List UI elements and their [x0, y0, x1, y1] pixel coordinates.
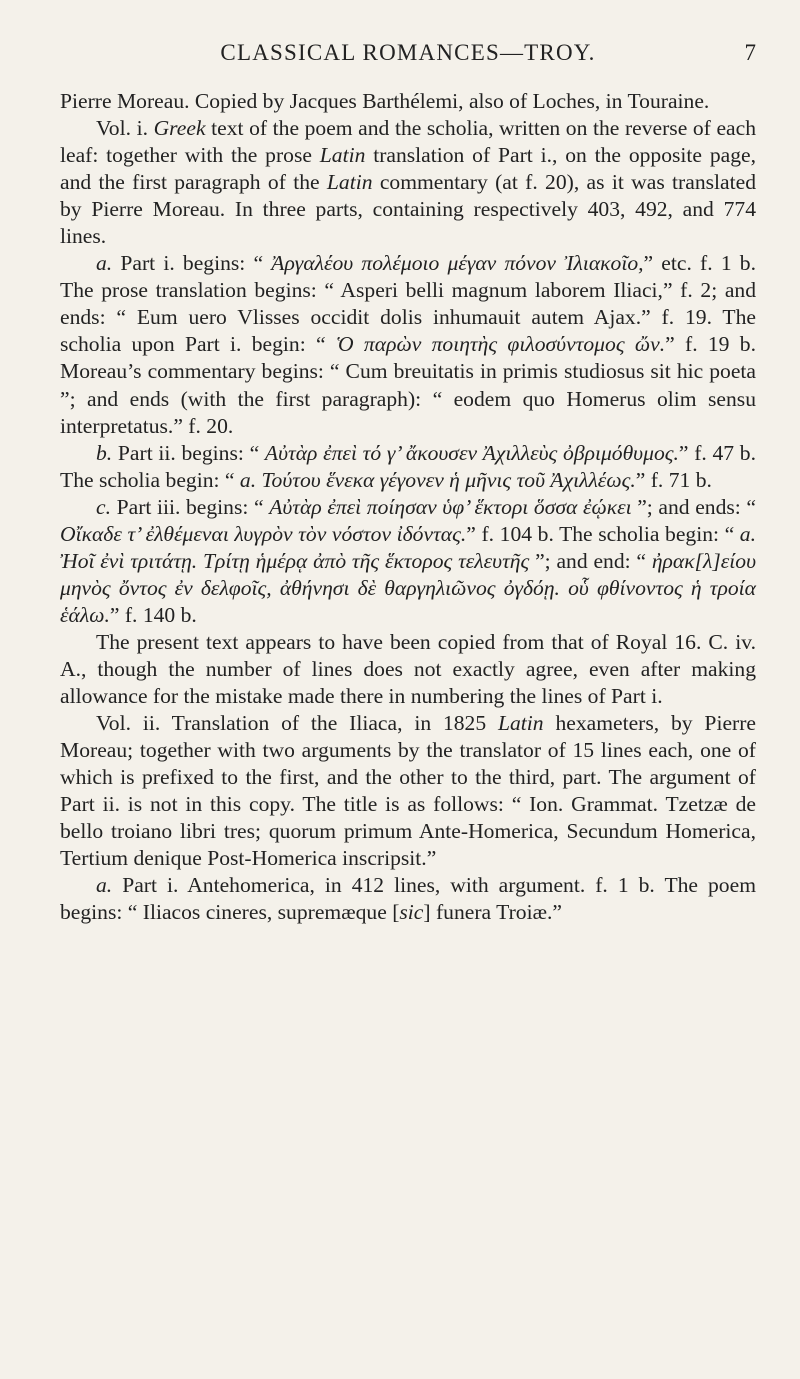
italic-text: Latin — [498, 711, 544, 736]
running-title: CLASSICAL ROMANCES—TROY. — [220, 40, 596, 65]
text-run: ] funera Troiæ.” — [423, 900, 562, 925]
italic-text: Latin — [326, 170, 373, 195]
text-run: Part ii. begins: “ — [112, 440, 265, 465]
text-run: Part i. Antehomerica, in 412 lines, with argument. f. 1 b. The poem begins: “ Iliacos cineres, supremæque [ — [60, 873, 756, 925]
greek-quotation: a. Ἠοῖ ἐνὶ τριτάτῃ. Τρίτῃ ἡμέρᾳ ἀπὸ τῆς ἕκτορος τελευτῆς — [60, 521, 756, 573]
greek-quotation: Ἀργαλέου πολέμοιο μέγαν πόνον Ἰλιακοῖο, — [271, 251, 644, 276]
page-number: 7 — [744, 40, 756, 65]
paragraph — [60, 494, 756, 629]
text-run: Part iii. begins: “ — [110, 494, 270, 519]
greek-quotation: Αὐτὰρ ἐπεὶ τό γ’ ἄκουσεν Ἀχιλλεὺς ὀβριμόθυμος. — [264, 440, 679, 465]
text-run: Part i. begins: “ — [112, 251, 272, 276]
text-run: ”; and ends: “ — [631, 494, 756, 519]
text-run: Vol. ii. Translation of the Iliaca, in 1825 — [96, 711, 498, 736]
text-run: commentary (at f. 20), as it was translated by Pierre Moreau. In three parts, containing respectively 403, 492, and 774 lines. — [60, 170, 756, 249]
italic-text: a. — [96, 251, 113, 276]
body-text — [60, 88, 756, 926]
text-run: The present text appears to have been copied from that of Royal 16. C. iv. A., though the number of lines does not exactly agree, even after making allowance for the mistake made there in numbering the lines of Part i. — [60, 629, 756, 709]
text-run: ”; and end: “ — [529, 548, 652, 573]
paragraph — [60, 250, 756, 439]
italic-text: Latin — [319, 143, 366, 168]
italic-text: a. — [96, 873, 113, 898]
text-run: text of the poem and the scholia, written on the reverse of each leaf: together with the prose — [60, 116, 756, 168]
italic-text: sic — [399, 900, 424, 925]
italic-text: b. — [96, 440, 113, 465]
text-run: ” f. 47 b. The scholia begin: “ — [60, 440, 756, 492]
text-run: hexameters, by Pierre Moreau; together with two arguments by the translator of 15 lines each, one of which is prefixed to the first, and the other to the third, part. The argument of Part ii. is not in this copy. The title is as follows: “ Ion. Grammat. Tzetzæ de bello troiano libri tres; quorum primum Ante-Homerica, Secundum Homerica, Tertium denique Post-Homerica inscripsit.” — [60, 711, 756, 871]
italic-text: Greek — [153, 116, 206, 141]
text-run: translation of Part i., on the opposite page, and the first paragraph of the — [60, 143, 756, 195]
paragraph — [60, 629, 756, 710]
greek-quotation: Οἴκαδε τ’ ἐλθέμεναι λυγρὸν τὸν νόστον ἰδόντας. — [60, 521, 467, 546]
text-run: ” f. 104 b. The scholia begin: “ — [466, 521, 740, 546]
paragraph — [60, 115, 756, 250]
text-run: ” f. 19 b. Moreau’s commentary begins: “ Cum breuitatis in primis studiosus sit hic poeta ”; and ends (with the first paragraph): “ eodem quo Homerus olim sensu interpretatus.” f. 20. — [60, 332, 756, 438]
italic-text: c. — [96, 494, 111, 519]
running-head — [60, 40, 756, 74]
text-run: ” f. 71 b. — [635, 467, 712, 492]
text-run: Pierre Moreau. Copied by Jacques Barthélemi, also of Loches, in Touraine. — [60, 89, 710, 113]
text-run: ” etc. f. 1 b. The prose translation begins: “ Asperi belli magnum laborem Iliaci,” f. 2; and ends: “ Eum uero Vlisses occidit dolis inhumauit autem Ajax.” f. 19. The scholia upon Part i. begin: “ — [60, 251, 756, 357]
paragraph — [60, 710, 756, 872]
greek-quotation: ἠρακ[λ]είου μηνὸς ὄντος ἐν δελφοῖς, ἀθήνησι δὲ θαργηλιῶνος ὀγδόῃ. οὗ φθίνοντος ἡ τροία ἑάλω. — [60, 548, 756, 627]
paragraph — [60, 88, 756, 115]
greek-quotation: Αὐτὰρ ἐπεὶ ποίησαν ὑφ’ ἕκτορι ὅσσα ἐῴκει — [269, 494, 632, 519]
paragraph — [60, 440, 756, 494]
paragraph — [60, 872, 756, 926]
text-run: Vol. i. — [96, 116, 154, 141]
greek-quotation: Ὁ παρὼν ποιητὴς φιλοσύντομος ὤν. — [335, 332, 666, 357]
text-run: ” f. 140 b. — [109, 602, 197, 627]
greek-quotation: a. Τούτου ἕνεκα γέγονεν ἡ μῆνις τοῦ Ἀχιλλέως. — [239, 467, 636, 492]
